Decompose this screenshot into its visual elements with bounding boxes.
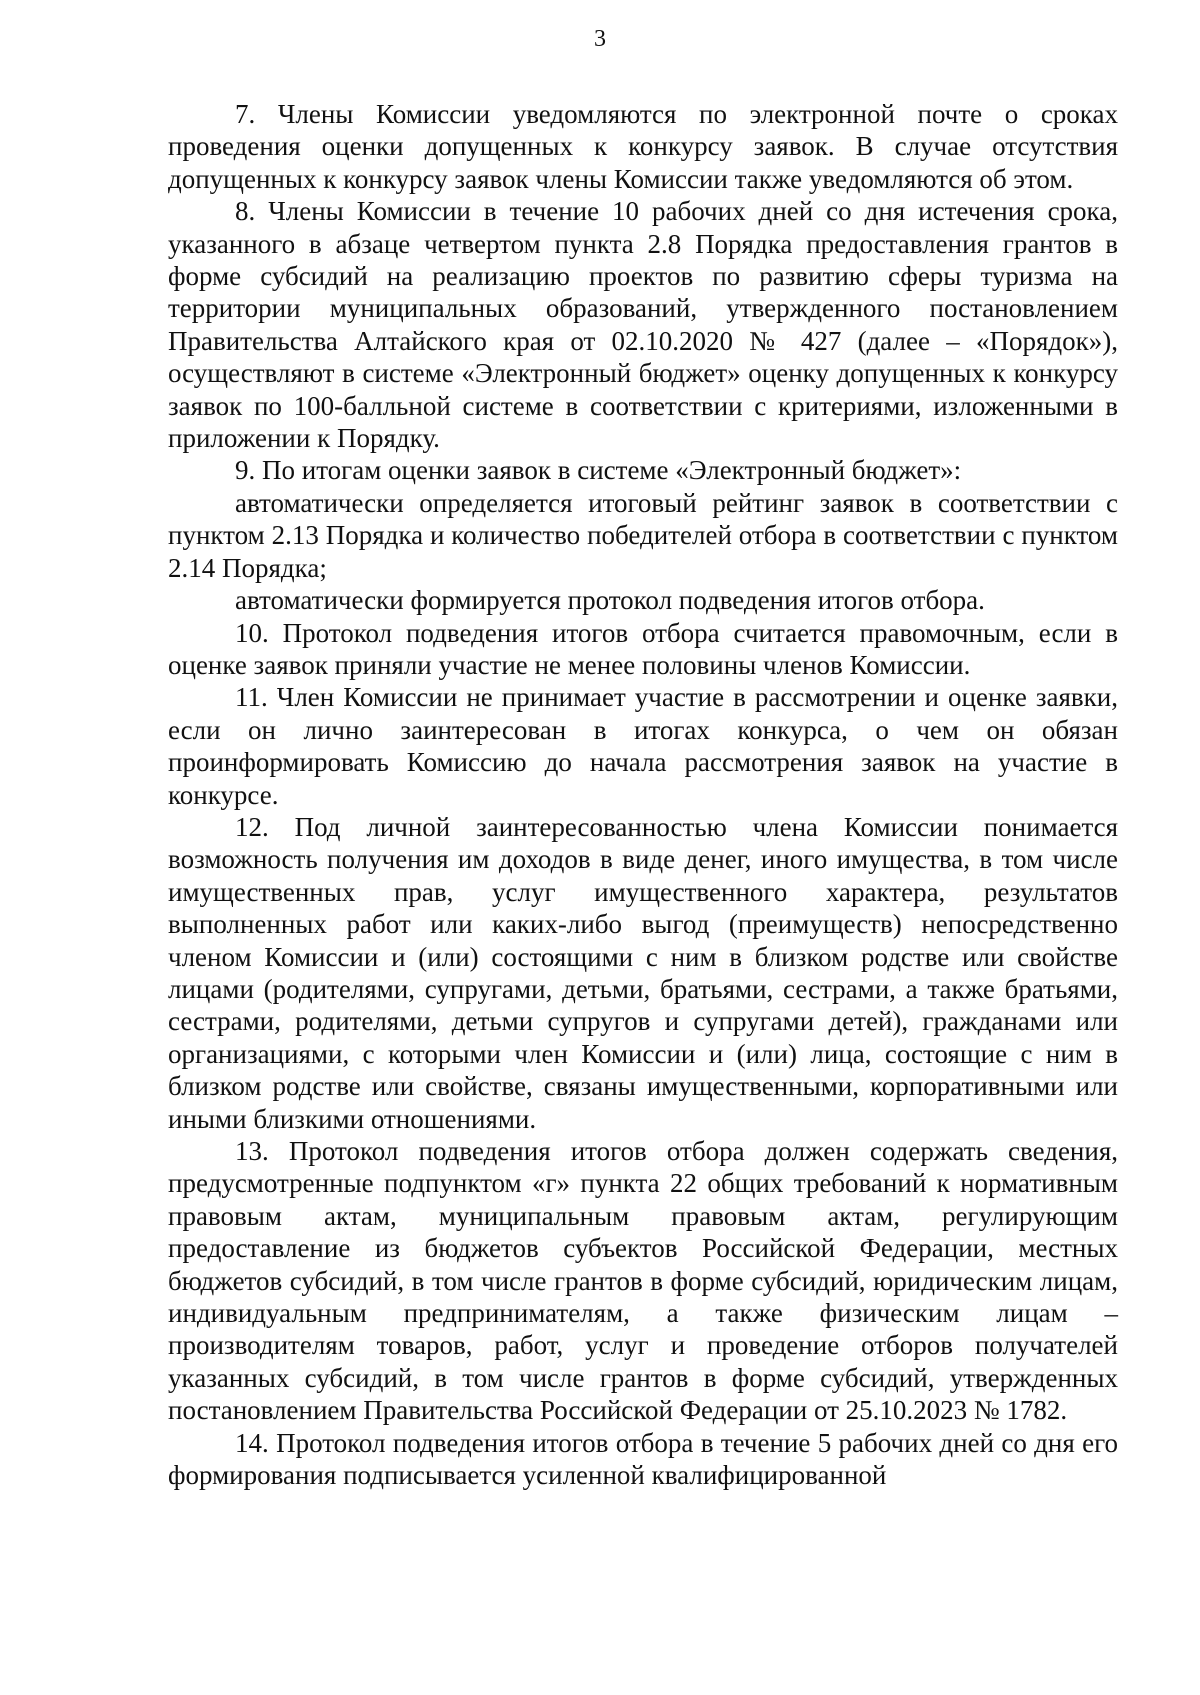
paragraph-item-9-sub-protocol: автоматически формируется протокол подведения итогов отбора. — [235, 585, 985, 616]
paragraph-item-7: 7. Члены Комиссии уведомляются по электронной почте о сроках проведения оценки допущенных к конкурсу заявок. В случае отсутствия допущенных к конкурсу заявок члены Комиссии также уведомляются об этом. — [168, 99, 1118, 194]
paragraph-item-11: 11. Член Комиссии не принимает участие в рассмотрении и оценке заявки, если он лично заинтересован в итогах конкурса, о чем он обязан проинформировать Комиссию до начала рассмотрения заявок на участие в конкурсе. — [168, 682, 1118, 810]
paragraph-item-8: 8. Члены Комиссии в течение 10 рабочих дней со дня истечения срока, указанного в абзаце четвертом пункта 2.8 Порядка предоставления грантов в форме субсидий на реализацию проектов по развитию сферы туризма на территории муниципальных образований, утвержденного постановлением Правительства Алтайского края от 02.10.2020 № 427 (далее – «Порядок»), осуществляют в системе «Электронный бюджет» оценку допущенных к конкурсу заявок по 100-балльной системе в соответствии с критериями, изложенными в приложении к Порядку. — [168, 196, 1118, 454]
document-body — [168, 98, 1118, 1491]
paragraph-item-12: 12. Под личной заинтересованностью члена Комиссии понимается возможность получения им доходов в виде денег, иного имущества, в том числе имущественных прав, услуг имущественного характера, результатов выполненных работ или каких-либо выгод (преимуществ) непосредственно членом Комиссии и (или) состоящими с ним в близком родстве или свойстве лицами (родителями, супругами, детьми, братьями, сестрами, а также братьями, сестрами, родителями, детьми супругов и супругами детей), гражданами или организациями, с которыми член Комиссии и (или) лица, состоящие с ним в близком родстве или свойстве, связаны имущественными, корпоративными или иными близкими отношениями. — [168, 811, 1118, 1134]
paragraph-item-9: 9. По итогам оценки заявок в системе «Электронный бюджет»: — [235, 455, 962, 486]
paragraph-item-13: 13. Протокол подведения итогов отбора должен содержать сведения, предусмотренные подпунктом «г» пункта 22 общих требований к нормативным правовым актам, муниципальным правовым актам, регулирующим предоставление из бюджетов субъектов Российской Федерации, местных бюджетов субсидий, в том числе грантов в форме субсидий, юридическим лицам, индивидуальным предпринимателям, а также физическим лицам – производителям товаров, работ, услуг и проведение отборов получателей указанных субсидий, в том числе грантов в форме субсидий, утвержденных постановлением Правительства Российской Федерации от 25.10.2023 № 1782. — [168, 1136, 1118, 1426]
paragraph-item-9-sub-rating: автоматически определяется итоговый рейтинг заявок в соответствии с пунктом 2.13 Порядка и количество победителей отбора в соответствии с пунктом 2.14 Порядка; — [168, 487, 1118, 583]
paragraph-item-10: 10. Протокол подведения итогов отбора считается правомочным, если в оценке заявок приняли участие не менее половины членов Комиссии. — [168, 617, 1118, 680]
paragraph-item-14: 14. Протокол подведения итогов отбора в течение 5 рабочих дней со дня его формирования подписывается усиленной квалифицированной — [168, 1427, 1118, 1491]
page-number: 3 — [594, 26, 606, 52]
